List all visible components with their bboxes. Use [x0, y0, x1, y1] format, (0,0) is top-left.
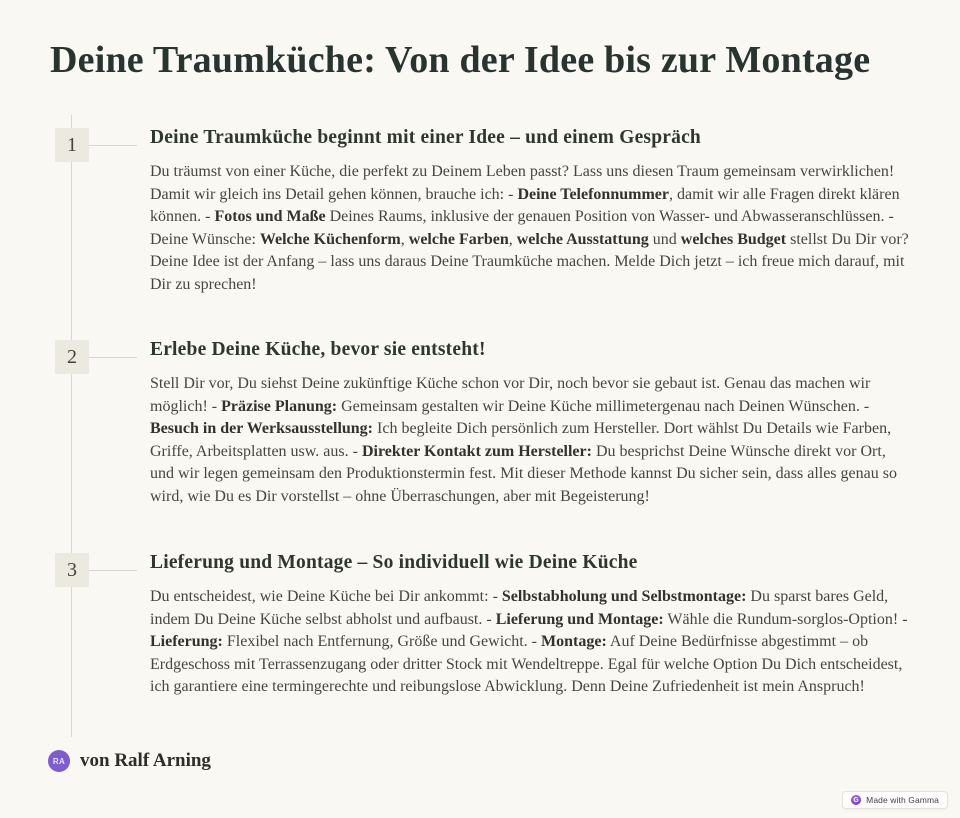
made-with-gamma-badge[interactable] — [842, 791, 948, 809]
step-body-bold-run: Besuch in der Werksausstellung: — [150, 420, 374, 438]
step-body-run: Flexibel nach Entfernung, Größe und Gewicht. - — [222, 633, 542, 651]
step-heading: Lieferung und Montage – So individuell wie Deine Küche — [150, 552, 638, 573]
step-number-badge: 2 — [55, 340, 89, 374]
step-body-run: Du träumst von einer Küche, die perfekt zu Deinem Leben passt? Lass uns diesen Traum gemeinsam verwirklichen! Damit wir gleich ins Detail gehen können, brauche ich: - — [150, 163, 895, 203]
author-name: von Ralf Arning — [80, 750, 211, 771]
made-with-gamma-label: Made with Gamma — [866, 795, 939, 805]
timeline-step — [0, 118, 960, 296]
step-body-text — [150, 586, 912, 699]
step-content — [150, 118, 912, 296]
step-body-bold-run: welches Budget — [680, 230, 787, 248]
step-body-run: , — [508, 230, 517, 248]
step-number-badge: 3 — [55, 553, 89, 587]
step-body-run: Auf Deine Bedürfnisse abgestimmt – ob Erdgeschoss mit Terrassenzugang oder dritter Stock mit Wendeltreppe. Egal für welche Option Du Dich entscheidest, ich garantiere eine termingerechte und reibungslose Abwicklung. Denn Deine Zufriedenheit ist mein Anspruch! — [150, 633, 903, 696]
step-body-bold-run: Selbstabholung und Selbstmontage: — [501, 588, 747, 605]
step-body-run: Ich begleite Dich persönlich zum Hersteller. Dort wählst Du Details wie Farben, Griffe, Arbeitsplatten usw. aus. - — [150, 420, 892, 460]
author-byline — [48, 750, 211, 772]
step-body-bold-run: Deine Telefonnummer — [517, 185, 669, 203]
step-body-run: Du besprichst Deine Wünsche direkt vor Ort, und wir legen gemeinsam den Produktionstermin fest. Mit dieser Methode kannst Du sicher sein, dass alles genau so wird, wie Du es Dir vorstellst – ohne Überraschungen, aber mit Begeisterung! — [150, 442, 897, 505]
step-body-run: , — [400, 230, 409, 248]
step-body-bold-run: Lieferung: — [150, 633, 223, 651]
step-content — [150, 543, 912, 699]
step-body-run: Stell Dir vor, Du siehst Deine zukünftige Küche schon vor Dir, noch bevor sie gebaut ist. Genau das machen wir möglich! - — [150, 375, 871, 415]
step-body-run: stellst Du Dir vor? Deine Idee ist der Anfang – lass uns daraus Deine Traumküche machen. Melde Dich jetzt – ich freue mich darauf, mit Dir zu sprechen! — [150, 230, 909, 293]
step-body-bold-run: Direkter Kontakt zum Hersteller: — [361, 442, 592, 460]
step-connector-line — [89, 570, 137, 571]
step-body-bold-run: welche Farben — [408, 230, 509, 248]
step-body-text — [150, 161, 912, 296]
timeline-step — [0, 543, 960, 699]
author-avatar: RA — [48, 750, 70, 772]
step-body-run: Wähle die Rundum-sorglos-Option! - — [663, 610, 908, 628]
page-title: Deine Traumküche: Von der Idee bis zur Montage — [50, 39, 871, 81]
step-body-run: Du sparst bares Geld, indem Du Deine Küche selbst abholst und aufbaust. - — [150, 588, 889, 628]
step-body-text — [150, 373, 912, 508]
timeline-step — [0, 330, 960, 508]
step-body-run: Du entscheidest, wie Deine Küche bei Dir ankommt: - — [150, 588, 502, 605]
step-body-run: und — [648, 230, 681, 248]
step-body-run: , damit wir alle Fragen direkt klären können. - — [150, 185, 900, 226]
step-connector-line — [89, 357, 137, 358]
step-body-bold-run: Montage: — [541, 633, 607, 651]
step-connector-line — [89, 145, 137, 146]
step-content — [150, 330, 912, 508]
step-body-bold-run: Welche Küchenform — [259, 230, 401, 248]
step-body-run: Deines Raums, inklusive der genauen Position von Wasser- und Abwasseranschlüssen. - Deine Wünsche: — [150, 208, 894, 248]
step-body-bold-run: welche Ausstattung — [516, 230, 649, 248]
step-heading: Erlebe Deine Küche, bevor sie entsteht! — [150, 339, 486, 360]
step-body-bold-run: Präzise Planung: — [221, 397, 338, 415]
step-body-bold-run: Lieferung und Montage: — [495, 610, 664, 628]
step-body-run: Gemeinsam gestalten wir Deine Küche millimetergenau nach Deinen Wünschen. - — [337, 397, 870, 415]
step-body-bold-run: Fotos und Maße — [214, 208, 326, 226]
step-number-badge: 1 — [55, 128, 89, 162]
step-heading: Deine Traumküche beginnt mit einer Idee – und einem Gespräch — [150, 127, 701, 148]
gamma-logo-icon: G — [851, 795, 861, 805]
